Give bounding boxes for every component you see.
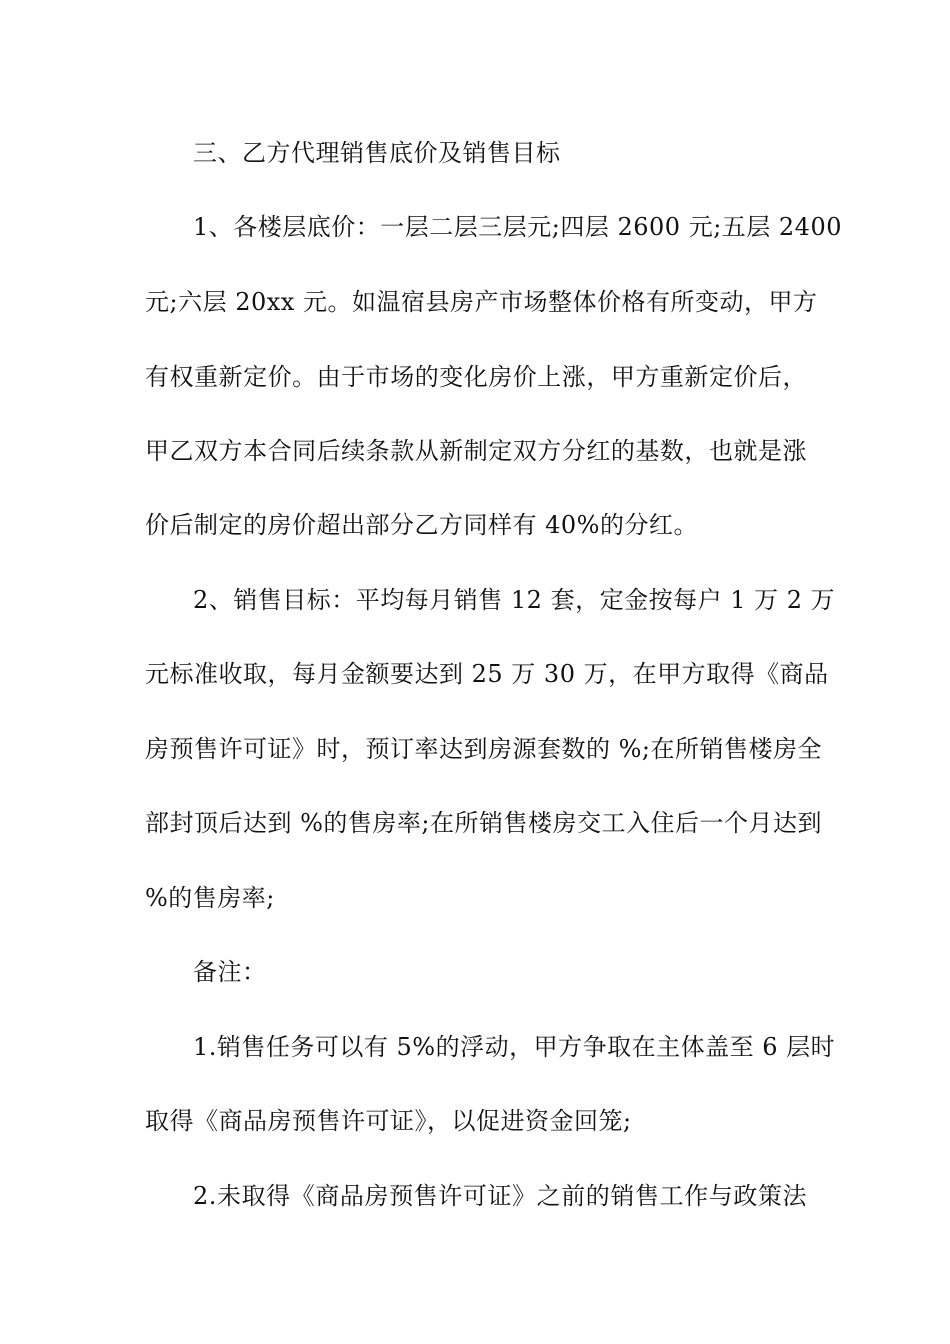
paragraph-line: 1.销售任务可以有 5%的浮动，甲方争取在主体盖至 6 层时 <box>193 1033 836 1061</box>
section-heading: 三、乙方代理销售底价及销售目标 <box>193 139 561 167</box>
paragraph-line: 元标准收取，每月金额要达到 25 万 30 万，在甲方取得《商品 <box>145 660 829 688</box>
paragraph-line: 1、各楼层底价：一层二层三层元;四层 2600 元;五层 2400 <box>193 213 842 241</box>
paragraph-line: 2、销售目标：平均每月销售 12 套，定金按每户 1 万 2 万 <box>193 586 836 614</box>
paragraph-line: 2.未取得《商品房预售许可证》之前的销售工作与政策法 <box>193 1182 807 1210</box>
paragraph-line: 部封顶后达到 %的售房率;在所销售楼房交工入住后一个月达到 <box>145 809 823 837</box>
paragraph-line: 元;六层 20xx 元。如温宿县房产市场整体价格有所变动，甲方 <box>145 288 818 316</box>
paragraph-line: 甲乙双方本合同后续条款从新制定双方分红的基数，也就是涨 <box>145 437 807 465</box>
paragraph-line: 有权重新定价。由于市场的变化房价上涨，甲方重新定价后， <box>145 363 807 391</box>
paragraph-line: %的售房率; <box>145 884 275 912</box>
paragraph-line: 价后制定的房价超出部分乙方同样有 40%的分红。 <box>145 511 698 539</box>
paragraph-line: 取得《商品房预售许可证》，以促进资金回笼; <box>145 1107 632 1135</box>
note-heading: 备注： <box>193 958 267 986</box>
paragraph-line: 房预售许可证》时，预订率达到房源套数的 %;在所销售楼房全 <box>145 735 823 763</box>
